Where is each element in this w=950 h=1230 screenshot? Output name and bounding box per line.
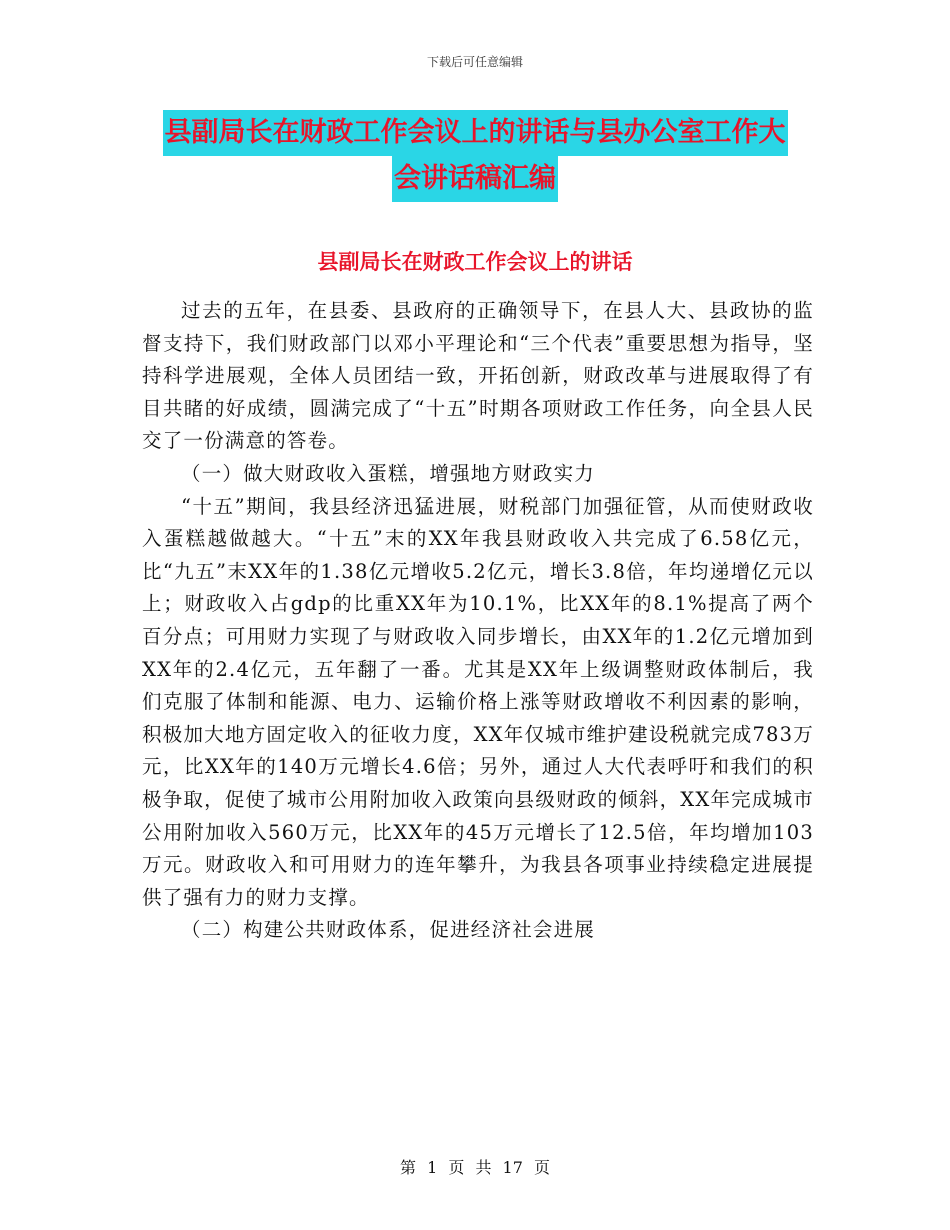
paragraph-revenue: “十五”期间，我县经济迅猛进展，财税部门加强征管，从而使财政收入蛋糕越做越大。“十五”末的XX年我县财政收入共完成了6.58亿元，比“九五”末XX年的1.38亿元增收5.2亿元，增长3.8倍，年均递增亿元以上；财政收入占gdp的比重XX年为10.1%，比XX年的8.1%提高了两个百分点；可用财力实现了与财政收入同步增长，由XX年的1.2亿元增加到XX年的2.4亿元，五年翻了一番。尤其是XX年上级调整财政体制后，我们克服了体制和能源、电力、运输价格上涨等财政增收不利因素的影响，积极加大地方固定收入的征收力度，XX年仅城市维护建设税就完成783万元，比XX年的140万元增长4.6倍；另外，通过人大代表呼吁和我们的积极争取，促使了城市公用附加收入政策向县级财政的倾斜，XX年完成城市公用附加收入560万元，比XX年的45万元增长了12.5倍，年均增加103万元。财政收入和可用财力的连年攀升，为我县各项事业持续稳定进展提供了强有力的财力支撑。 (142, 494, 814, 909)
page-number-footer: 第 1 页 共 17 页 (400, 1158, 550, 1177)
paragraph-intro: 过去的五年，在县委、县政府的正确领导下，在县人大、县政协的监督支持下，我们财政部门以邓小平理论和“三个代表”重要思想为指导，坚持科学进展观，全体人员团结一致，开拓创新，财政改革与进展取得了有目共睹的好成绩，圆满完成了“十五”时期各项财政工作任务，向全县人民交了一份满意的答卷。 (142, 299, 814, 453)
header-note: 下载后可任意编辑 (426, 55, 523, 69)
section-title: 县副局长在财政工作会议上的讲话 (317, 250, 633, 274)
subheading-one: （一）做大财政收入蛋糕，增强地方财政实力 (181, 461, 596, 485)
document-title (0, 110, 950, 202)
subheading-two: （二）构建公共财政体系，促进经济社会进展 (181, 918, 596, 942)
document-body (142, 295, 814, 947)
document-title-line-2: 会讲话稿汇编 (392, 156, 558, 202)
document-title-line-1: 县副局长在财政工作会议上的讲话与县办公室工作大 (163, 110, 788, 156)
